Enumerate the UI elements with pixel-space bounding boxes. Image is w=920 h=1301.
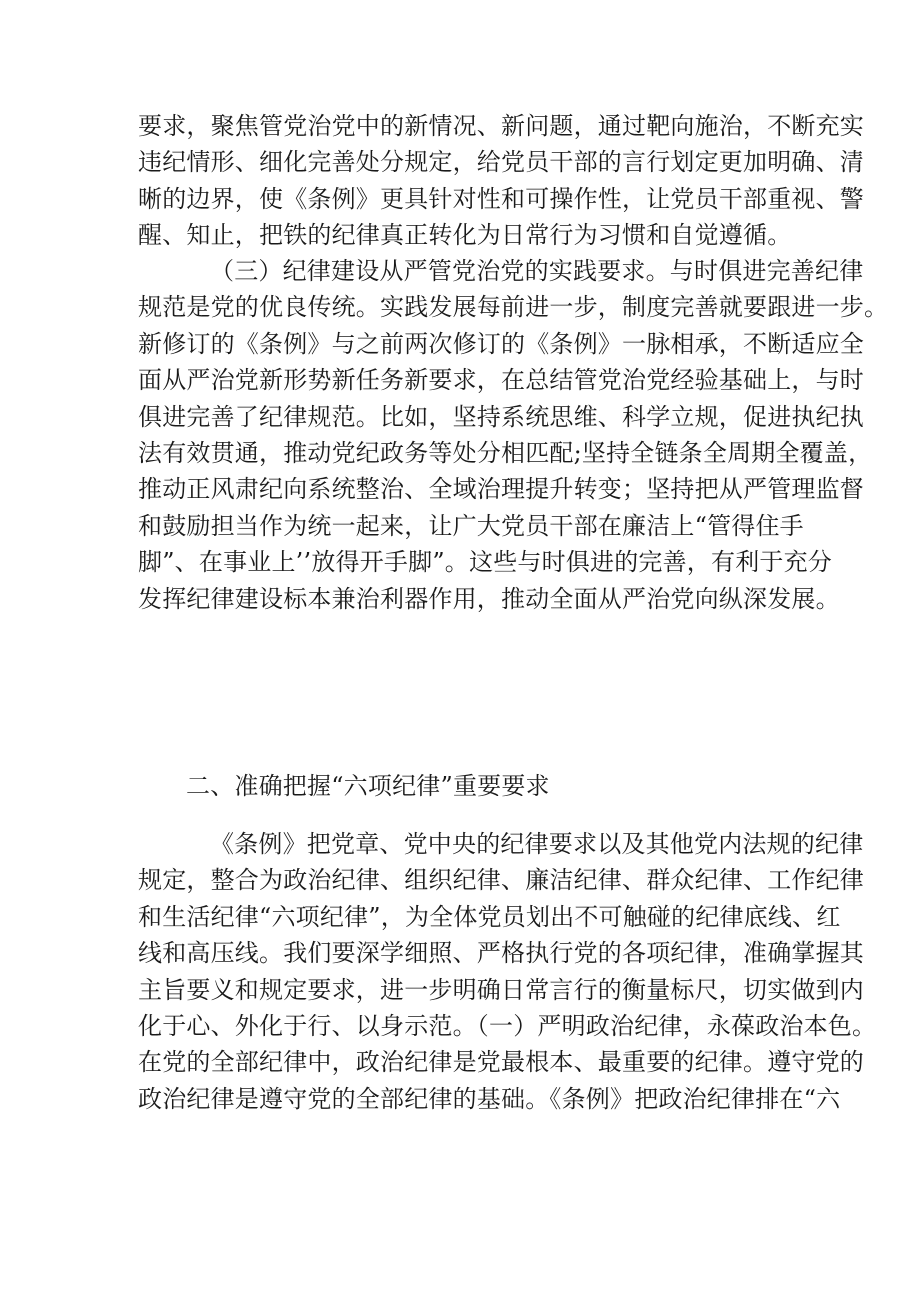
paragraph-line: 线和高压线。我们要深学细照、严格执行党的各项纪律，准确掌握其 (138, 939, 864, 968)
paragraph-line: 和鼓励担当作为统一起来，让广大党员干部在廉洁上“管得住手 (138, 511, 804, 540)
paragraph-line: 脚”、在事业上’’放得开手脚”。这些与时俱进的完善，有利于充分 (138, 548, 832, 577)
paragraph-line: 化于心、外化于行、以身示范。（一）严明政治纪律，永葆政治本色。 (138, 1012, 877, 1041)
paragraph-line: 规定，整合为政治纪律、组织纪律、廉洁纪律、群众纪律、工作纪律 (138, 866, 864, 895)
paragraph-line: 俱进完善了纪律规范。比如，坚持系统思维、科学立规，促进执纪执 (138, 402, 864, 431)
paragraph-line: 法有效贯通，推动党纪政务等处分相匹配;坚持全链条全周期全覆盖， (138, 439, 873, 468)
paragraph-line: 在党的全部纪律中，政治纪律是党最根本、最重要的纪律。遵守党的 (138, 1048, 864, 1077)
section-heading-text: 二、准确把握“六项纪律”重要要求 (186, 772, 550, 800)
paragraph-line: 面从严治党新形势新任务新要求，在总结管党治党经验基础上，与时 (138, 366, 864, 395)
paragraph-line: 政治纪律是遵守党的全部纪律的基础。《条例》把政治纪律排在“六 (138, 1084, 841, 1113)
paragraph-line: 醒、知止，把铁的纪律真正转化为日常行为习惯和自觉遵循。 (138, 221, 792, 250)
paragraph-line: 和生活纪律“六项纪律”，为全体党员划出不可触碰的纪律底线、红 (138, 902, 841, 931)
paragraph-line: 要求，聚焦管党治党中的新情况、新问题，通过靶向施治，不断充实 (138, 112, 864, 140)
paragraph-line: 主旨要义和规定要求，进一步明确日常言行的衡量标尺，切实做到内 (138, 975, 864, 1004)
paragraph-2 (138, 253, 889, 617)
paragraph-line: 晰的边界，使《条例》更具针对性和可操作性，让党员干部重视、警 (138, 184, 864, 213)
paragraph-line: 推动正风肃纪向系统整治、全域治理提升转变；坚持把从严管理监督 (138, 475, 864, 504)
paragraph-line: 规范是党的优良传统。实践发展每前进一步，制度完善就要跟进一步。 (138, 293, 889, 322)
paragraph-line: 发挥纪律建设标本兼治利器作用，推动全面从严治党向纵深发展。 (138, 584, 840, 613)
paragraph-line: 《条例》把党章、党中央的纪律要求以及其他党内法规的纪律 (210, 830, 864, 858)
section-heading (138, 768, 788, 804)
paragraph-line: （三）纪律建设从严管党治党的实践要求。与时俱进完善纪律 (210, 257, 864, 285)
paragraph-3 (138, 826, 877, 1117)
paragraph-1 (138, 108, 864, 254)
paragraph-line: 违纪情形、细化完善处分规定，给党员干部的言行划定更加明确、清 (138, 148, 864, 177)
paragraph-line: 新修订的《条例》与之前两次修订的《条例》一脉相承，不断适应全 (138, 329, 864, 358)
